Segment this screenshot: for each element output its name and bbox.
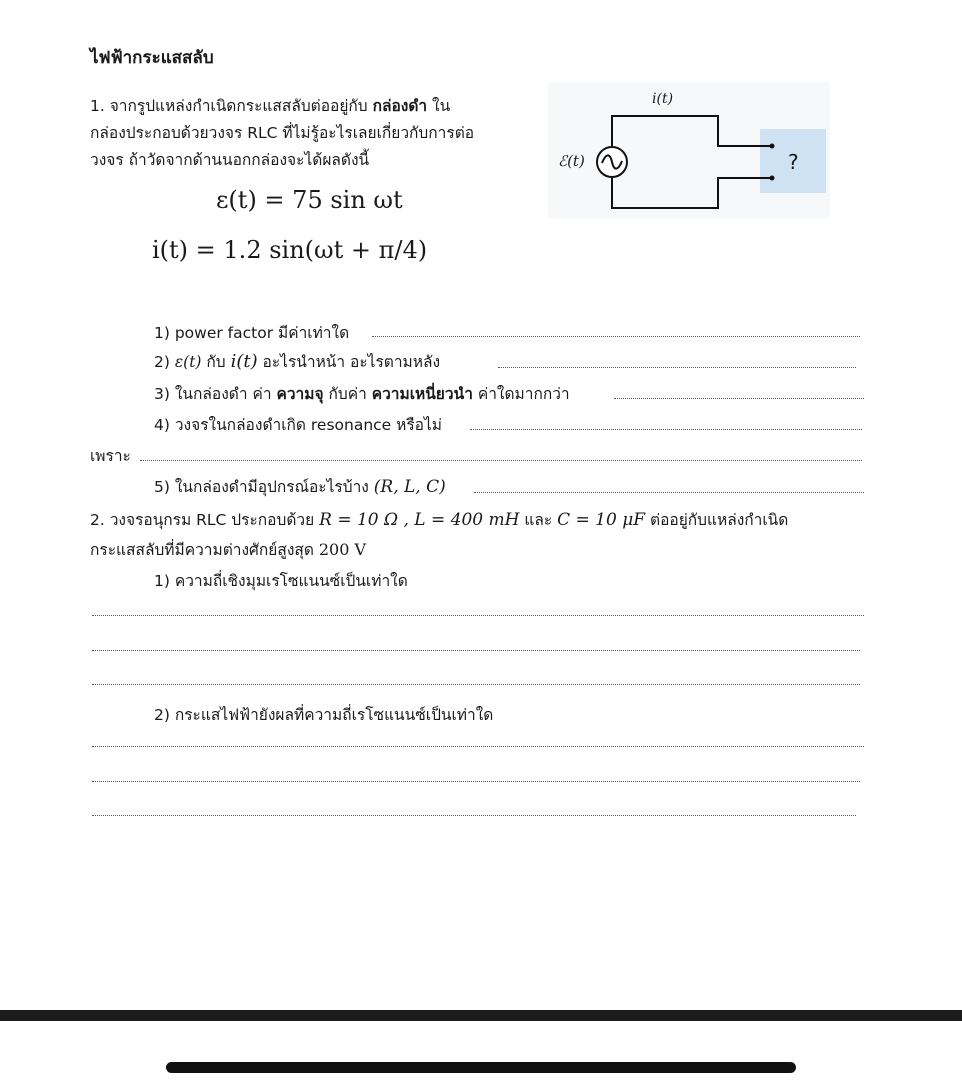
answer-line[interactable] (498, 367, 856, 368)
emf-equation: ε(t) = 75 sin ωt (216, 186, 403, 214)
q1-item-5: 5) ในกล่องดำมีอุปกรณ์อะไรบ้าง (R, L, C) (154, 477, 446, 497)
box-question-mark: ? (788, 150, 799, 174)
q2-line2: กระแสสลับที่มีความต่างศักย์สูงสุด 200 V (90, 540, 367, 559)
q1-line3: วงจร ถ้าวัดจากด้านนอกกล่องจะได้ผลดังนี้ (90, 151, 370, 169)
circuit-figure (548, 82, 830, 218)
terminal-top (770, 144, 775, 149)
current-label: i(t) (652, 91, 674, 107)
answer-line[interactable] (92, 815, 856, 816)
q1-item-3: 3) ในกล่องดำ ค่า ความจุ กับค่า ความเหนี่ยวนำ ค่าใดมากกว่า (154, 385, 570, 403)
page-title: ไฟฟ้ากระแสสลับ (90, 48, 214, 68)
q1-line1: 1. จากรูปแหล่งกำเนิดกระแสสลับต่ออยู่กับ กล่องดำ ใน (90, 97, 451, 115)
home-indicator[interactable] (166, 1062, 796, 1073)
answer-line[interactable] (92, 781, 860, 782)
black-box-term: กล่องดำ (372, 97, 428, 115)
emf-label: ℰ(t) (558, 152, 585, 170)
q1-text (90, 93, 474, 174)
answer-line[interactable] (92, 650, 860, 651)
answer-line[interactable] (92, 746, 864, 747)
bottom-toolbar-divider (0, 1010, 962, 1021)
answer-line[interactable] (92, 684, 860, 685)
answer-line[interactable] (474, 492, 864, 493)
answer-line[interactable] (614, 398, 864, 399)
current-equation: i(t) = 1.2 sin(ωt + π/4) (152, 236, 428, 264)
terminal-bottom (770, 176, 775, 181)
q1-item-2: 2) ε(t) กับ i(t) อะไรนำหน้า อะไรตามหลัง (154, 351, 441, 372)
answer-line[interactable] (372, 336, 860, 337)
q2-line1: 2. วงจรอนุกรม RLC ประกอบด้วย R = 10 Ω , L = 400 mH และ C = 10 μF ต่ออยู่กับแหล่งกำเนิด (90, 510, 789, 530)
q1-item-1: 1) power factor มีค่าเท่าใด (154, 324, 350, 342)
q1-line2: กล่องประกอบด้วยวงจร RLC ที่ไม่รู้อะไรเลยเกี่ยวกับการต่อ (90, 124, 475, 142)
q2-sub-1: 1) ความถี่เชิงมุมเรโซแนนซ์เป็นเท่าใด (154, 572, 408, 590)
answer-line[interactable] (470, 429, 862, 430)
q2-sub-2: 2) กระแสไฟฟ้ายังผลที่ความถี่เรโซแนนซ์เป็นเท่าใด (154, 706, 494, 724)
answer-line[interactable] (92, 615, 864, 616)
because-label: เพราะ (90, 447, 131, 465)
q1-item-4: 4) วงจรในกล่องดำเกิด resonance หรือไม่ (154, 416, 443, 434)
ac-source-icon (597, 147, 627, 177)
answer-line[interactable] (140, 460, 862, 461)
